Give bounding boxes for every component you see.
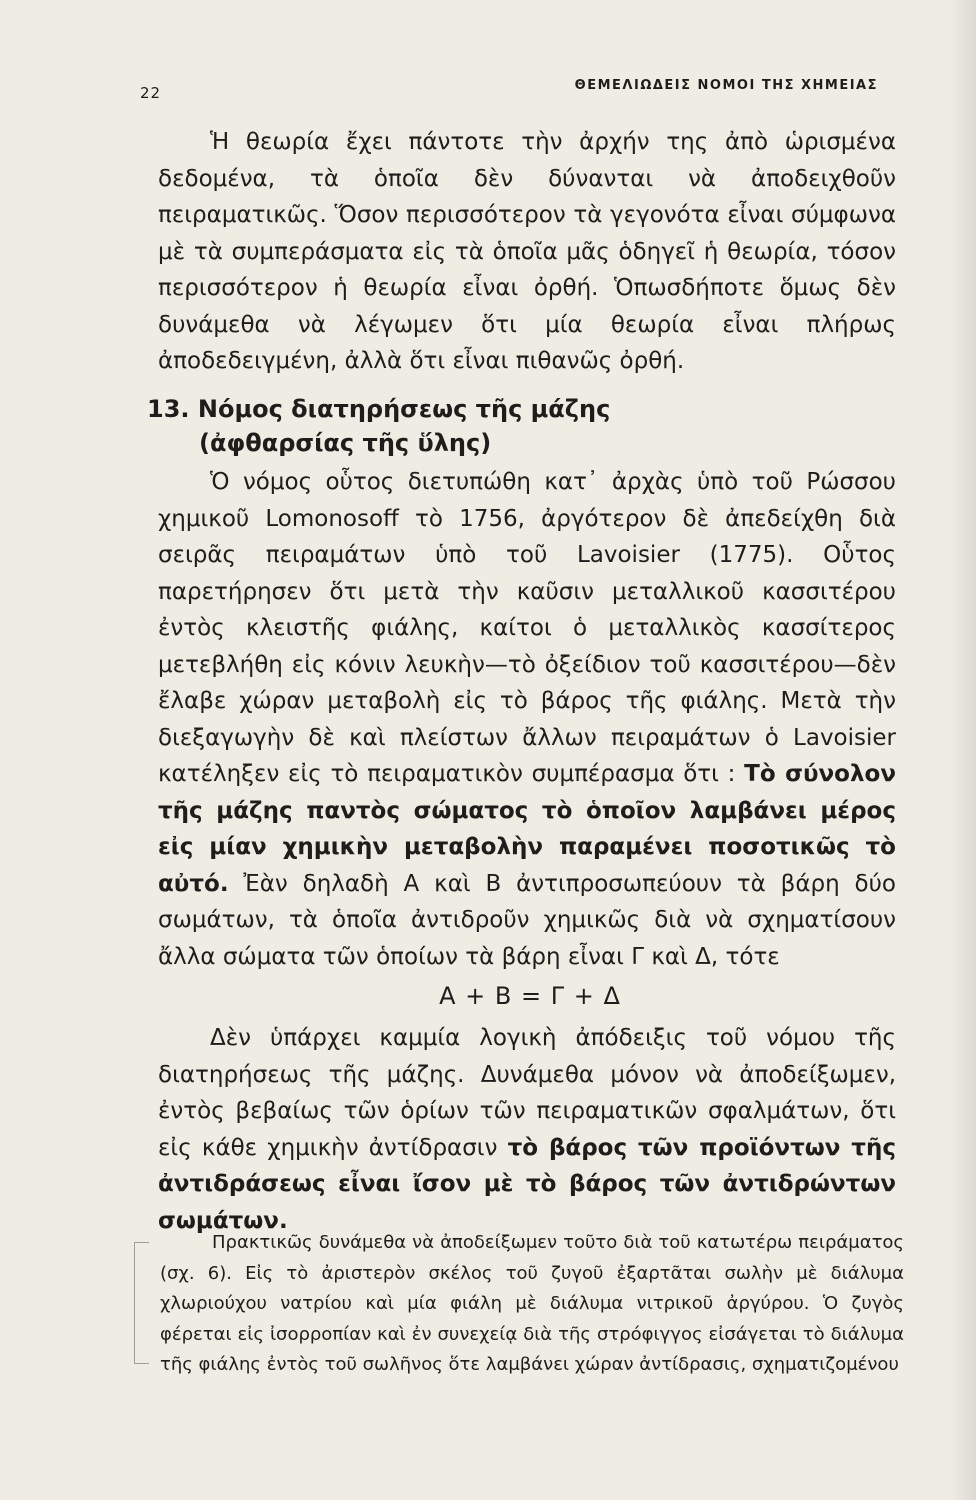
law-statement: Τὸ σύνολον τῆς μάζης παντὸς σώματος τὸ ὁποῖον λαμβάνει μέρος εἰς μίαν χημικὴν μεταβολὴν παραμένει ποσοτικῶς τὸ αὐτό. xyxy=(158,761,897,897)
paragraph-text: Ὁ νόμος οὗτος διετυπώθη κατ᾽ ἀρχὰς ὑπὸ τοῦ Ρώσσου χημικοῦ Lomonosoff τὸ 1756, ἀργότερον δὲ ἀπεδείχθη διὰ σειρᾶς πειραμάτων ὑπὸ τοῦ Lavoisier (1775). Οὗτος παρετήρησεν ὅτι μετὰ τὴν καῦσιν μεταλλικοῦ κασσιτέρου ἐντὸς κλειστῆς φιάλης, καίτοι ὁ μεταλλικὸς κασσίτερος μετεβλήθη εἰς κόνιν λευκὴν—τὸ ὀξείδιον τοῦ κασσιτέρου—δὲν ἔλαβε χώραν μεταβολὴ εἰς τὸ βάρος τῆς φιάλης. Μετὰ τὴν διεξαγωγὴν δὲ καὶ πλείστων ἄλλων πειραμάτων ὁ Lavoisier κατέληξεν εἰς τὸ πειραματικὸν συμπέρασμα ὅτι : xyxy=(158,469,896,787)
margin-bracket-mark xyxy=(134,1242,149,1364)
paragraph-proof xyxy=(158,1020,896,1239)
running-title: ΘΕΜΕΛΙΩΔΕΙΣ ΝΟΜΟΙ ΤΗΣ ΧΗΜΕΙΑΣ xyxy=(574,78,878,93)
page-header xyxy=(140,78,878,102)
paragraph-law-history xyxy=(158,464,896,975)
law-conclusion: τὸ βάρος τῶν προϊόντων τῆς ἀντιδράσεως εἶναι ἴσον μὲ τὸ βάρος τῶν ἀντιδρώντων σωμάτων. xyxy=(158,1134,896,1234)
paragraph-text: Δὲν ὑπάρχει καμμία λογικὴ ἀπόδειξις τοῦ νόμου τῆς διατηρήσεως τῆς μάζης. Δυνάμεθα μόνον νὰ ἀποδείξωμεν, ἐντὸς βεβαίως τῶν ὁρίων τῶν πειραματικῶν σφαλμάτων, ὅτι εἰς κάθε χημικὴν ἀντίδρασιν xyxy=(158,1025,896,1161)
paragraph-continuation: Ἐὰν δηλαδὴ Α καὶ Β ἀντιπροσωπεύουν τὰ βάρη δύο σωμάτων, τὰ ὁποῖα ἀντιδροῦν χημικῶς διὰ νὰ σχηματίσουν ἄλλα σώματα τῶν ὁποίων τὰ βάρη εἶναι Γ καὶ Δ, τότε xyxy=(158,870,896,970)
paragraph-theory: Ἡ θεωρία ἔχει πάντοτε τὴν ἀρχήν της ἀπὸ ὡρισμένα δεδομένα, τὰ ὁποῖα δὲν δύνανται νὰ ἀποδειχθοῦν πειραματικῶς. Ὅσον περισσότερον τὰ γεγονότα εἶναι σύμφωνα μὲ τὰ συμπεράσματα εἰς τὰ ὁποῖα μᾶς ὁδηγεῖ ἡ θεωρία, τόσον περισσότερον ἡ θεωρία εἶναι ὀρθή. Ὁπωσδήποτε ὅμως δὲν δυνάμεθα νὰ λέγωμεν ὅτι μία θεωρία εἶναι πλήρως ἀποδεδειγμένη, ἀλλὰ ὅτι εἶναι πιθανῶς ὀρθή. xyxy=(158,129,896,374)
page-spine-shadow xyxy=(950,0,976,1500)
section-title: 13. Νόμος διατηρήσεως τῆς μάζης xyxy=(147,395,611,423)
mass-equation: Α + Β = Γ + Δ xyxy=(439,982,621,1010)
experiment-note: Πρακτικῶς δυνάμεθα νὰ ἀποδείξωμεν τοῦτο διὰ τοῦ κατωτέρω πειράματος (σχ. 6). Εἰς τὸ ἀριστερὸν σκέλος τοῦ ζυγοῦ ἐξαρτᾶται σωλὴν μὲ διάλυμα χλωριούχου νατρίου καὶ μία φιάλη μὲ διάλυμα νιτρικοῦ ἀργύρου. Ὁ ζυγὸς φέρεται εἰς ἰσορροπίαν καὶ ἐν συνεχείᾳ διὰ τῆς στρόφιγγος εἰσάγεται τὸ διάλυμα τῆς φιάλης ἐντὸς τοῦ σωλῆνος ὅτε λαμβάνει χώραν ἀντίδρασις, σχηματιζομένου xyxy=(160,1232,904,1375)
section-subtitle: (ἀφθαρσίας τῆς ὕλης) xyxy=(199,429,492,457)
section-heading xyxy=(147,392,667,460)
page-number: 22 xyxy=(140,84,162,102)
